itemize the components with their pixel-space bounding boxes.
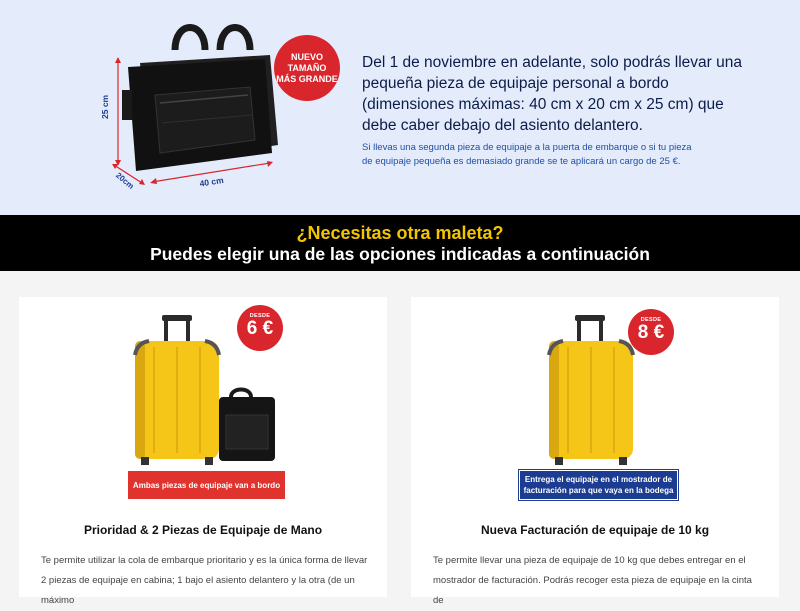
option-card-checked-bag[interactable] [411, 297, 779, 606]
card-title: Prioridad & 2 Piezas de Equipaje de Mano [83, 523, 323, 537]
dimension-depth-label: 20cm [114, 170, 136, 191]
suitcase-and-bag-icon [19, 297, 387, 477]
suitcase-icon [411, 297, 779, 477]
options-question: ¿Necesitas otra maleta? [296, 223, 504, 243]
card-description: Te permite utilizar la cola de embarque prioritario y es la única forma de llevar 2 piezas de equipaje en cabina; 1 bajo el asiento delantero y la otra (de un máximo [41, 555, 368, 606]
card-title: Nueva Facturación de equipaje de 10 kg [480, 523, 710, 537]
option-card-priority[interactable] [19, 297, 387, 606]
badge-line-3: MÁS GRANDE [276, 73, 338, 84]
options-header-band [0, 215, 800, 271]
cabin-info-banner [128, 471, 285, 499]
price-badge [237, 305, 283, 351]
badge-line-2: TAMAÑO [287, 62, 327, 73]
laptop-bag-illustration [100, 15, 350, 205]
price-from-label: DESDE [640, 317, 662, 323]
hero-sub-text: Si llevas una segunda pieza de equipaje a la puerta de embarque o si tu pieza de equipaje pequeña es demasiado grande se te aplicará un cargo de 25 €. [362, 142, 692, 167]
price-badge [628, 309, 674, 355]
checkin-info-banner [519, 470, 678, 500]
badge-line-1: NUEVO [290, 51, 323, 62]
card-description: Te permite llevar una pieza de equipaje de 10 kg que debes entregar en el mostrador de facturación. Podrás recoger esta pieza de equipaje en la cinta de [433, 555, 752, 606]
dimension-height-label: 25 cm [100, 94, 110, 119]
checkin-info-banner-text: Entrega el equipaje en el mostrador de facturación para que vaya en la bodega [523, 475, 674, 495]
hero-main-text: Del 1 de noviembre en adelante, solo podrás llevar una pequeña pieza de equipaje personal a bordo (dimensiones máximas: 40 cm x 20 cm x 25 cm) que debe caber debajo del asiento delantero. [362, 54, 742, 134]
hero-section [0, 0, 800, 215]
price-amount: 8 € [637, 322, 665, 343]
price-amount: 6 € [246, 318, 274, 339]
dimension-width-label: 40 cm [198, 174, 225, 189]
options-subtitle: Puedes elegir una de las opciones indicadas a continuación [150, 244, 650, 264]
new-size-badge [274, 35, 340, 101]
cabin-info-banner-text: Ambas piezas de equipaje van a bordo [132, 480, 281, 490]
price-from-label: DESDE [249, 313, 271, 319]
